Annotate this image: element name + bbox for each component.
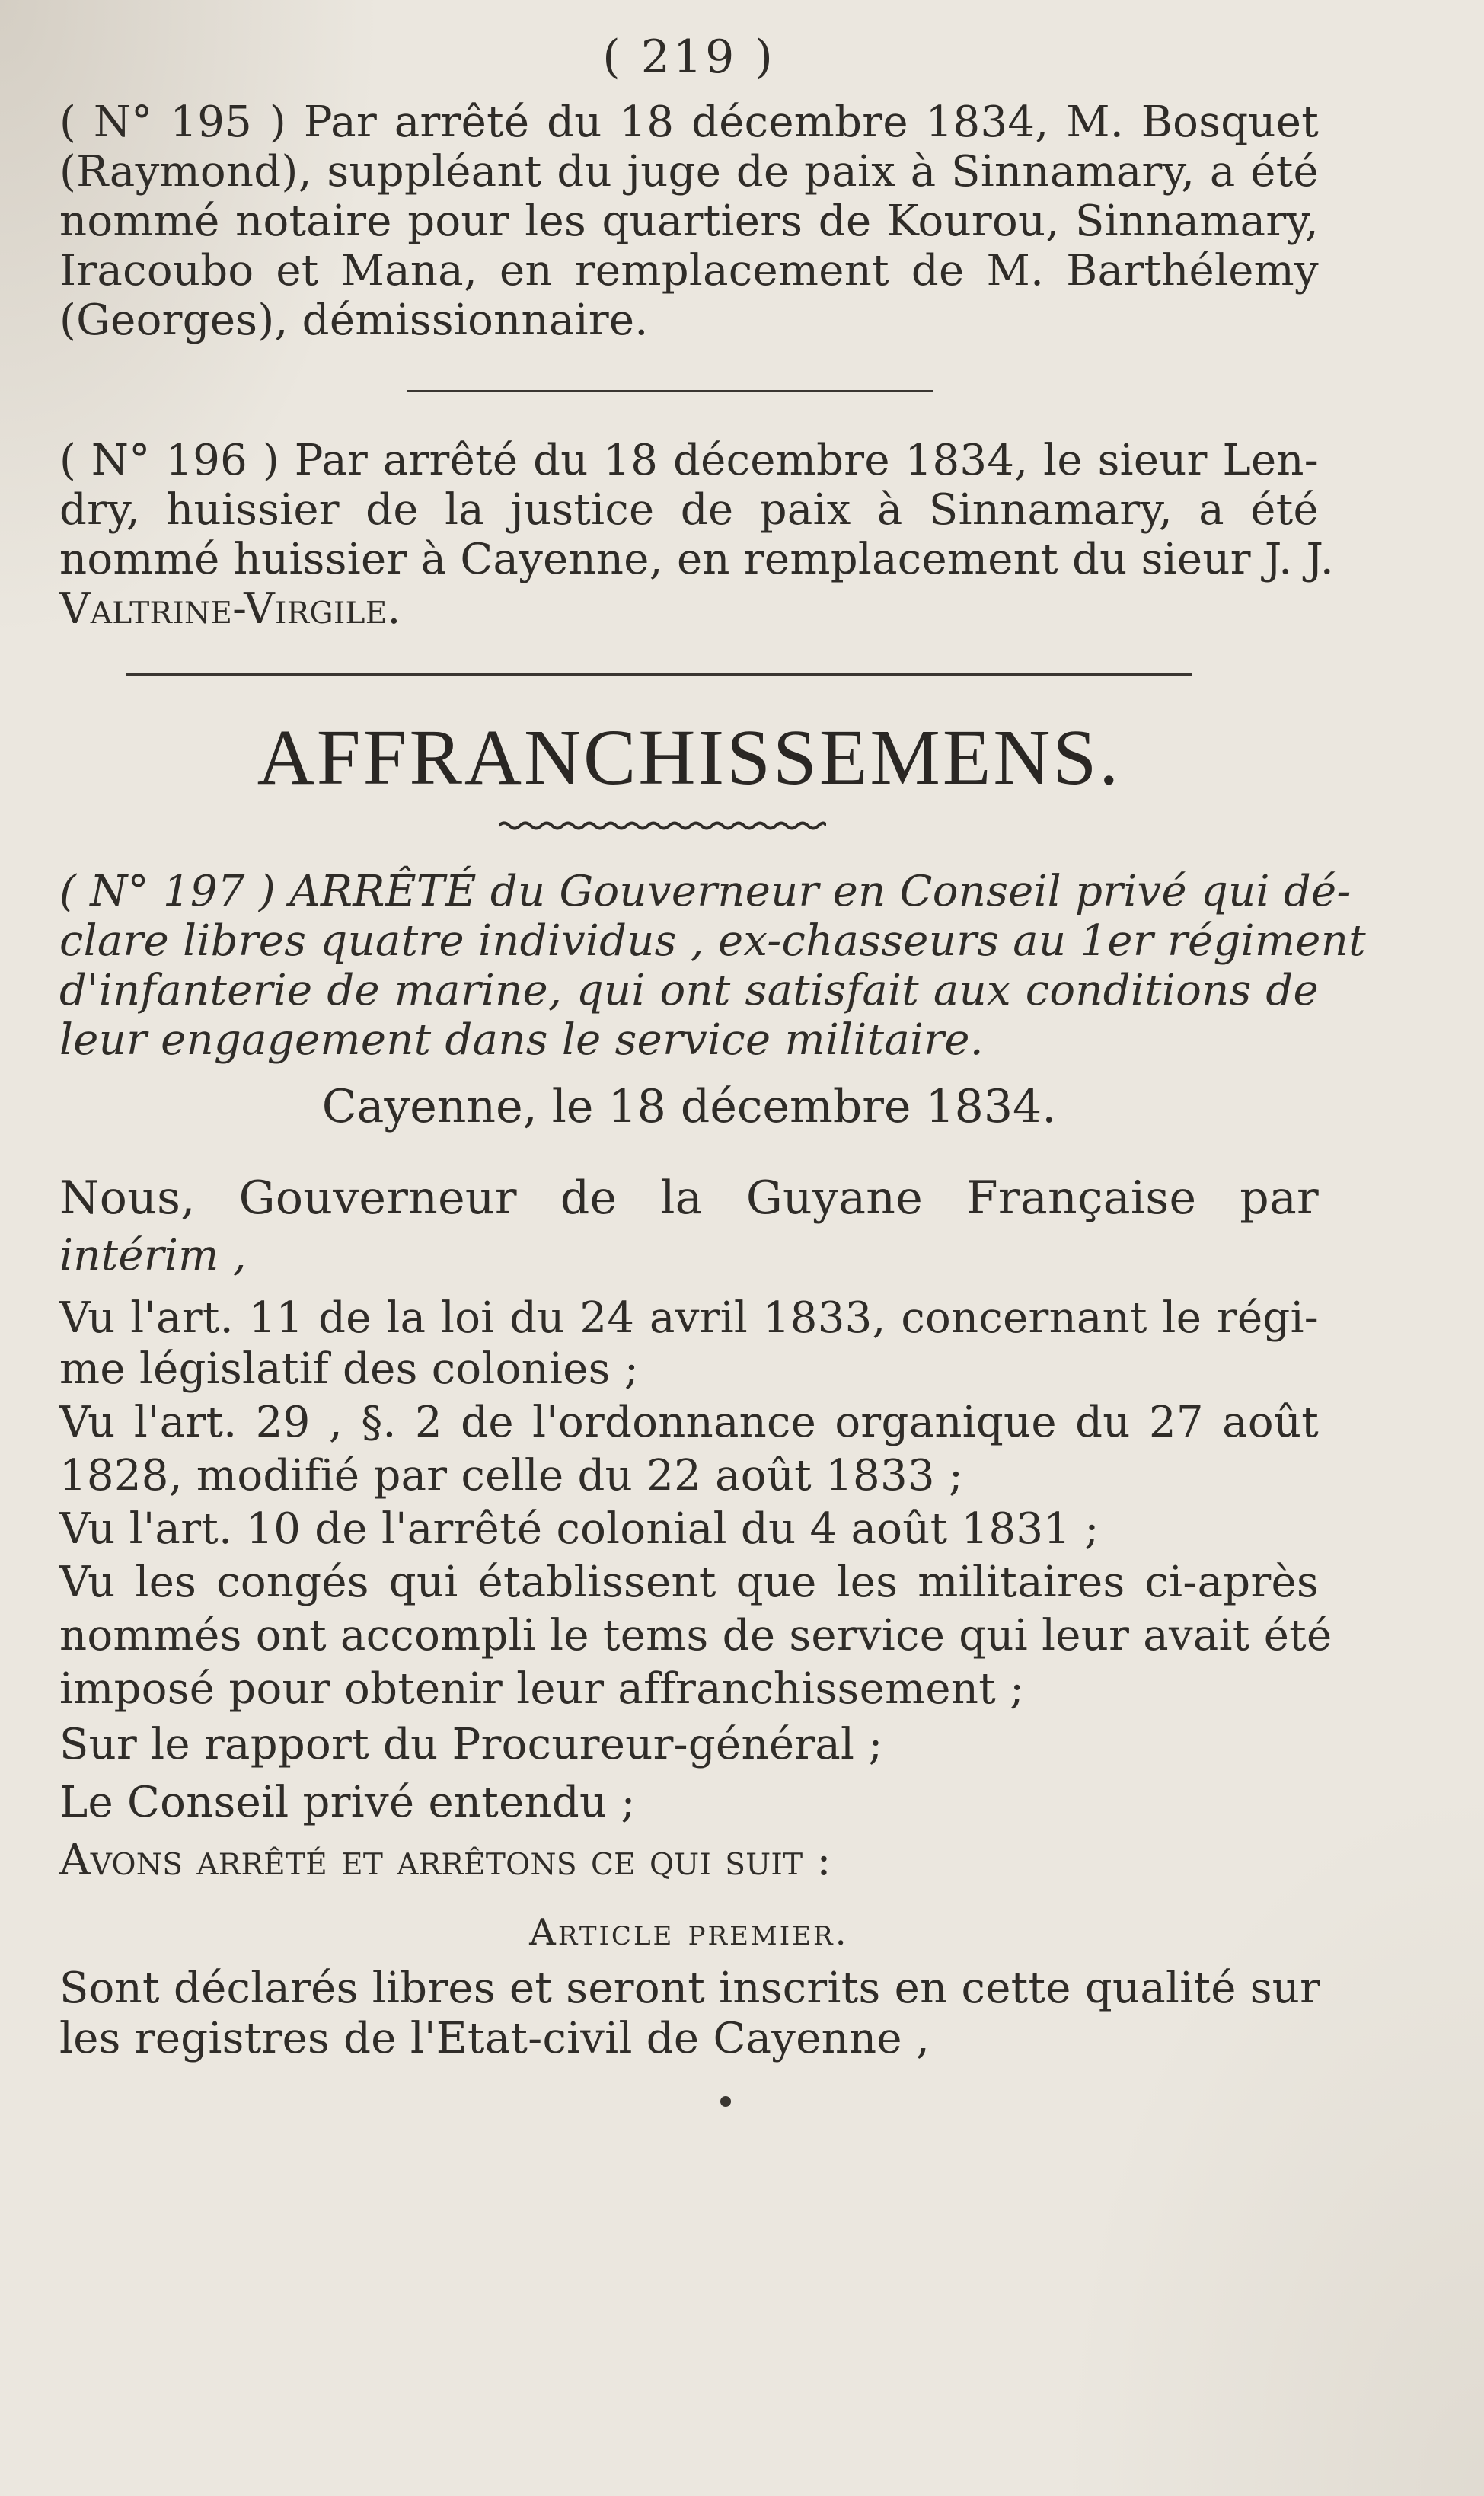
decree-197-title — [59, 867, 1366, 1065]
body-line-8: Vu les congés qui établissent que les militaires ci-après — [59, 1558, 1319, 1607]
decree-body — [59, 1169, 1319, 1285]
entry-195 — [59, 97, 1319, 345]
ink-dot — [720, 2096, 731, 2107]
entry-196-line-1: ( N° 196 ) Par arrêté du 18 décembre 1834, le sieur Len- — [59, 436, 1319, 485]
body-line-1: Nous, Gouverneur de la Guyane Française par — [59, 1171, 1319, 1225]
decree-title-line-4: leur engagement dans le service militaire. — [59, 1015, 984, 1065]
decree-date-line: Cayenne, le 18 décembre 1834. — [321, 1080, 1057, 1133]
entry-195-line-3: nommé notaire pour les quartiers de Kourou, Sinnamary, — [59, 197, 1319, 246]
entry-196-line-4: Valtrine-Virgile. — [59, 584, 401, 634]
page-number: ( 219 ) — [602, 30, 776, 84]
entry-195-line-4: Iracoubo et Mana, en remplacement de M. Barthélemy — [59, 246, 1319, 296]
body-line-7: Vu l'art. 10 de l'arrêté colonial du 4 août 1831 ; — [59, 1504, 1099, 1554]
separator-rule-long — [126, 673, 1192, 676]
section-heading: AFFRANCHISSEMENS. — [257, 714, 1122, 801]
ornamental-wavy-rule — [499, 820, 826, 831]
entry-196 — [59, 436, 1334, 634]
decree-considerations — [59, 1293, 1332, 1890]
body-line-11: Sur le rapport du Procureur-général ; — [59, 1720, 883, 1769]
body-line-2: intérim , — [59, 1231, 247, 1280]
decree-title-line-1: ( N° 197 ) ARRÊTÉ du Gouverneur en Conseil privé qui dé- — [59, 867, 1352, 916]
article-line-2: les registres de l'Etat-civil de Cayenne , — [59, 2014, 930, 2063]
entry-195-line-2: (Raymond), suppléant du juge de paix à Sinnamary, a été — [59, 147, 1319, 197]
body-line-5: Vu l'art. 29 , §. 2 de l'ordonnance organique du 27 août — [59, 1398, 1319, 1447]
body-line-12: Le Conseil privé entendu ; — [59, 1778, 636, 1827]
article-line-1: Sont déclarés libres et seront inscrits en cette qualité sur — [59, 1964, 1321, 2013]
decree-title-line-2: clare libres quatre individus , ex-chasseurs au 1er régiment — [59, 916, 1366, 966]
body-line-4: me législatif des colonies ; — [59, 1344, 639, 1394]
separator-rule-short — [407, 390, 933, 392]
body-line-3: Vu l'art. 11 de la loi du 24 avril 1833, concernant le régi- — [59, 1293, 1319, 1343]
article-title: Article premier. — [529, 1911, 849, 1954]
body-line-9: nommés ont accompli le tems de service qui leur avait été — [59, 1611, 1332, 1660]
entry-196-line-3: nommé huissier à Cayenne, en remplacement du sieur J. J. — [59, 535, 1334, 584]
article-body — [59, 1964, 1319, 2064]
decree-title-line-3: d'infanterie de marine, qui ont satisfait aux conditions de — [59, 966, 1319, 1015]
body-line-10: imposé pour obtenir leur affranchissement ; — [59, 1664, 1025, 1714]
entry-195-line-1: ( N° 195 ) Par arrêté du 18 décembre 1834, M. Bosquet — [59, 97, 1319, 147]
entry-195-line-5: (Georges), démissionnaire. — [59, 296, 649, 345]
body-line-13: Avons arrêté et arrêtons ce qui suit : — [59, 1836, 831, 1885]
body-line-6: 1828, modifié par celle du 22 août 1833 ; — [59, 1451, 964, 1500]
entry-196-line-2: dry, huissier de la justice de paix à Sinnamary, a été — [59, 485, 1319, 535]
